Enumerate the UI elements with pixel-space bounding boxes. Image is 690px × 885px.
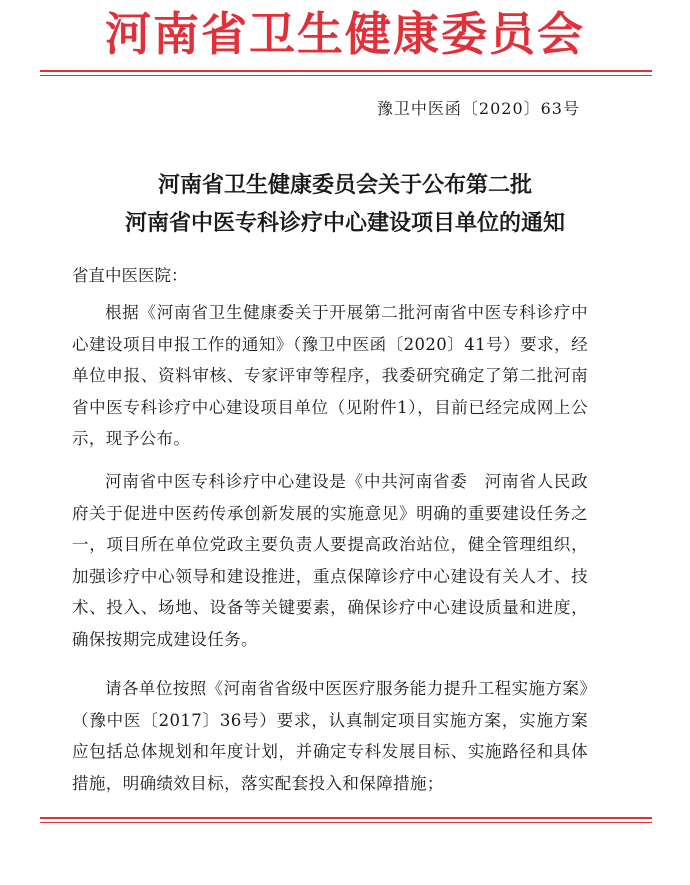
letterhead-org-name: 河南省卫生健康委员会 <box>105 7 585 61</box>
document-title-line2: 河南省中医专科诊疗中心建设项目单位的通知 <box>124 211 565 236</box>
paragraph-1: 根据《河南省卫生健康委关于开展第二批河南省中医专科诊疗中心建设项目申报工作的通知》（豫卫中医函〔2020〕41号）要求，经单位申报、资料审核、专家评审等程序，我委研究确定了第二批河南省中医专科诊疗中心建设项目单位（见附件1），目前已经完成网上公示，现予公布。 <box>72 303 588 449</box>
letterhead-rule-thin <box>40 75 652 76</box>
letterhead-rule <box>40 70 652 72</box>
document-title-line1: 河南省卫生健康委员会关于公布第二批 <box>157 173 532 198</box>
addressee: 省直中医医院： <box>72 266 188 285</box>
document-number: 豫卫中医函〔2020〕63号 <box>376 99 580 118</box>
paragraph-3: 请各单位按照《河南省省级中医医疗服务能力提升工程实施方案》（豫中医〔2017〕36号）要求，认真制定项目实施方案，实施方案应包括总体规划和年度计划，并确定专科发展目标、实施路径和具体措施，明确绩效目标，落实配套投入和保障措施； <box>72 679 588 793</box>
footer-rule <box>40 817 652 819</box>
footer-rule-thin <box>40 822 652 823</box>
paragraph-2: 河南省中医专科诊疗中心建设是《中共河南省委 河南省人民政府关于促进中医药传承创新发展的实施意见》明确的重要建设任务之一，项目所在单位党政主要负责人要提高政治站位，健全管理组织，加强诊疗中心领导和建设推进，重点保障诊疗中心建设有关人才、技术、投入、场地、设备等关键要素，确保诊疗中心建设质量和进度，确保按期完成建设任务。 <box>72 472 588 649</box>
